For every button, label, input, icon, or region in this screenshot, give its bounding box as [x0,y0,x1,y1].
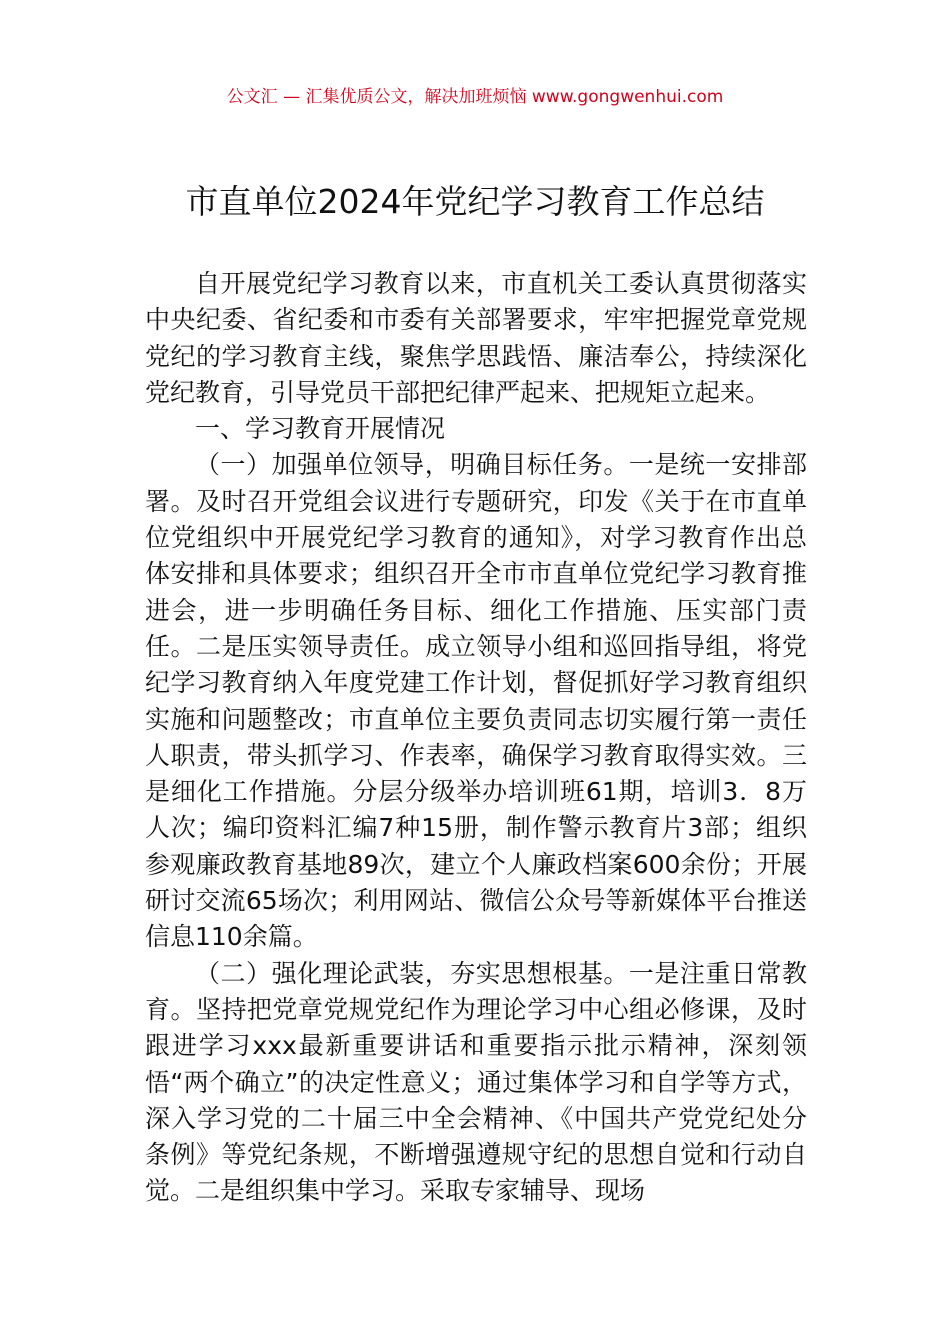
document-body [145,266,807,1210]
intro-paragraph: 自开展党纪学习教育以来，市直机关工委认真贯彻落实中央纪委、省纪委和市委有关部署要求，牢牢把握党章党规党纪的学习教育主线，聚焦学思践悟、廉洁奉公，持续深化党纪教育，引导党员干部把纪律严起来、把规矩立起来。 [145,269,807,407]
section-heading: 一、学习教育开展情况 [195,414,446,444]
document-title: 市直单位2024年党纪学习教育工作总结 [185,182,765,221]
subsection-paragraph-2: （二）强化理论武装，夯实思想根基。一是注重日常教育。坚持把党章党规党纪作为理论学习中心组必修课，及时跟进学习xxx最新重要讲话和重要指示批示精神，深刻领悟“两个确立”的决定性意义；通过集体学习和自学等方式，深入学习党的二十届三中全会精神、《中国共产党党纪处分条例》等党纪条规，不断增强遵规守纪的思想自觉和行动自觉。二是组织集中学习。采取专家辅导、现场 [145,958,807,1206]
header-tagline: 公文汇 — 汇集优质公文，解决加班烦恼 www.gongwenhui.com [226,87,724,107]
subsection-paragraph-1: （一）加强单位领导，明确目标任务。一是统一安排部署。及时召开党组会议进行专题研究，印发《关于在市直单位党组织中开展党纪学习教育的通知》，对学习教育作出总体安排和具体要求；组织召开全市市直单位党纪学习教育推进会，进一步明确任务目标、细化工作措施、压实部门责任。二是压实领导责任。成立领导小组和巡回指导组，将党纪学习教育纳入年度党建工作计划，督促抓好学习教育组织实施和问题整改；市直单位主要负责同志切实履行第一责任人职责，带头抓学习、作表率，确保学习教育取得实效。三是细化工作措施。分层分级举办培训班61期，培训3．8万人次；编印资料汇编7种15册，制作警示教育片3部；组织参观廉政教育基地89次，建立个人廉政档案600余份；开展研讨交流65场次；利用网站、微信公众号等新媒体平台推送信息110余篇。 [145,450,807,952]
